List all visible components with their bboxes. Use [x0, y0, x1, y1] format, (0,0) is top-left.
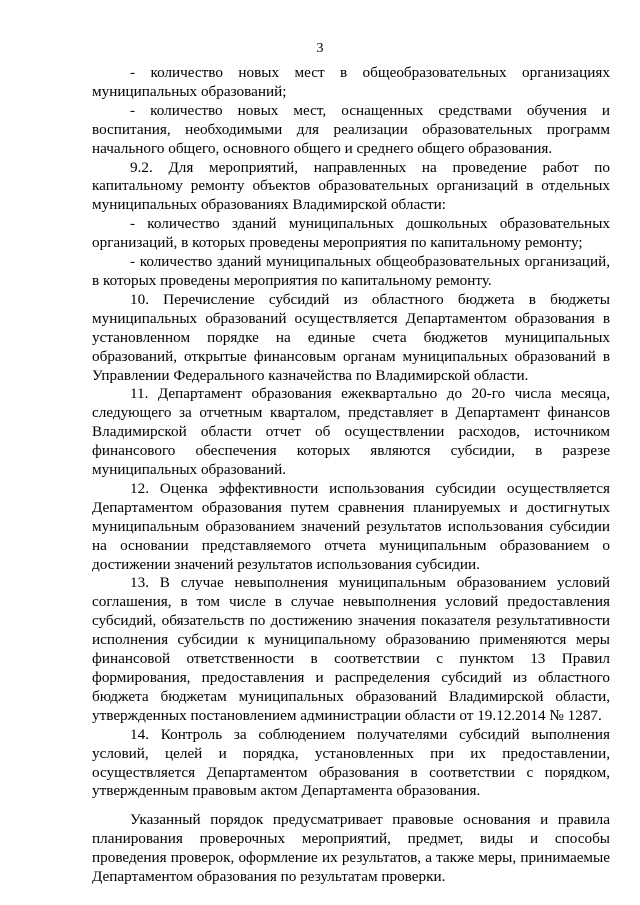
- paragraph-procedure-note: Указанный порядок предусматривает правовые основания и правила планирования проверочных мероприятий, предмет, виды и способы проведения проверок, оформление их результатов, а также меры, принимаемые Департаментом образования по результатам проверки.: [92, 811, 610, 886]
- document-body: [92, 64, 610, 887]
- page-number: 3: [316, 41, 324, 56]
- paragraph-section-14: 14. Контроль за соблюдением получателями субсидий выполнения условий, целей и порядка, установленных при их предоставлении, осуществляется Департаментом образования в соответствии с порядком, утвержденным правовым актом Департамента образования.: [92, 725, 610, 800]
- paragraph-section-13: 13. В случае невыполнения муниципальным образованием условий соглашения, в том числе в случае невыполнения условий предоставления субсидий, обязательств по достижению значения показателя результативности исполнения субсидии к муниципальному образованию применяются меры финансовой ответственности в соответствии с пунктом 13 Правил формирования, предоставления и распределения субсидий из областного бюджета бюджетам муниципальных образований Владимирской области, утвержденных постановлением администрации области от 19.12.2014 № 1287.: [92, 574, 610, 724]
- paragraph-section-12: 12. Оценка эффективности использования субсидии осуществляется Департаментом образования путем сравнения планируемых и достигнутых муниципальным образованием значений результатов использования субсидии на основании представляемого отчета муниципальным образованием о достижении значений результатов использования субсидии.: [92, 479, 610, 573]
- paragraph-equipped-places-count: - количество новых мест, оснащенных средствами обучения и воспитания, необходимыми для реализации образовательных программ начального общего, основного общего и среднего общего образования.: [92, 101, 610, 157]
- paragraph-school-buildings-count: - количество зданий муниципальных общеобразовательных организаций, в которых проведены мероприятия по капитальному ремонту.: [92, 253, 610, 289]
- paragraph-section-10: 10. Перечисление субсидий из областного бюджета в бюджеты муниципальных образований осуществляется Департаментом образования в установленном порядке на единые счета бюджетов муниципальных образований, открытые финансовым органам муниципальных образований в Управлении Федерального казначейства по Владимирской области.: [92, 290, 610, 384]
- paragraph-section-11: 11. Департамент образования ежеквартально до 20-го числа месяца, следующего за отчетным кварталом, представляет в Департамент финансов Владимирской области отчет об осуществлении расходов, источником финансового обеспечения которых являются субсидии, в разрезе муниципальных образований.: [92, 385, 610, 479]
- paragraph-preschool-buildings-count: - количество зданий муниципальных дошкольных образовательных организаций, в которых проведены мероприятия по капитальному ремонту;: [92, 215, 610, 252]
- paragraph-new-places-count: - количество новых мест в общеобразовательных организациях муниципальных образований;: [92, 64, 610, 100]
- paragraph-section-9-2: 9.2. Для мероприятий, направленных на проведение работ по капитальному ремонту объектов образовательных организаций в отдельных муниципальных образованиях Владимирской области:: [92, 158, 610, 214]
